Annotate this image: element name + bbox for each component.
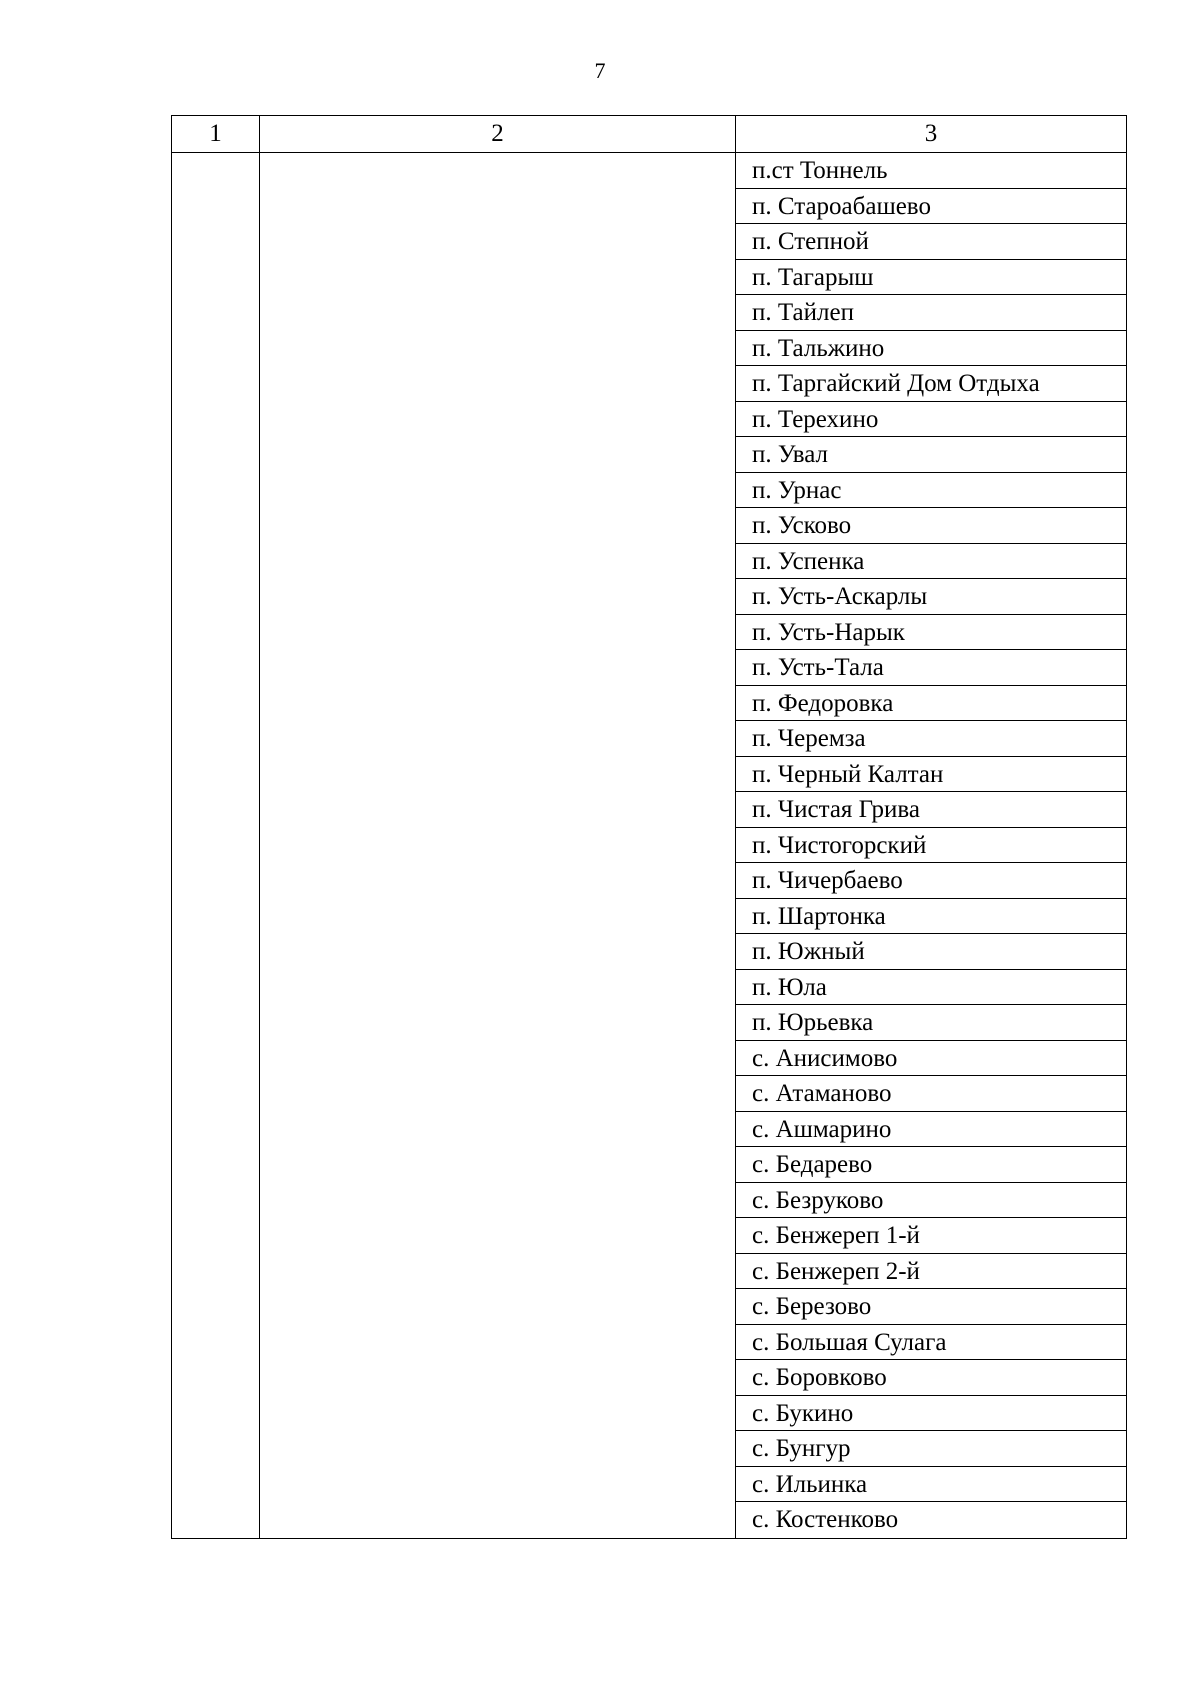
settlement-entry: п. Таргайский Дом Отдыха: [736, 366, 1126, 402]
settlement-entry: п. Успенка: [736, 544, 1126, 580]
settlement-entry: п. Юрьевка: [736, 1005, 1126, 1041]
settlement-entry: п. Южный: [736, 934, 1126, 970]
settlement-entry: п. Чистая Грива: [736, 792, 1126, 828]
settlement-entry: п. Федоровка: [736, 686, 1126, 722]
settlement-list: [736, 153, 1126, 1538]
settlement-entry: с. Бедарево: [736, 1147, 1126, 1183]
column-header-2: 2: [260, 116, 736, 153]
page-number: 7: [594, 58, 606, 83]
settlement-entry: п. Черный Калтан: [736, 757, 1126, 793]
column-header-3: 3: [736, 116, 1127, 153]
settlement-entry: п. Староабашево: [736, 189, 1126, 225]
settlement-entry: с. Ашмарино: [736, 1112, 1126, 1148]
settlement-entry: с. Безруково: [736, 1183, 1126, 1219]
column-header-1: 1: [172, 116, 260, 153]
settlement-entry: п. Чичербаево: [736, 863, 1126, 899]
settlement-entry: п. Усть-Аскарлы: [736, 579, 1126, 615]
settlement-entry: п. Юла: [736, 970, 1126, 1006]
settlement-entry: п. Усково: [736, 508, 1126, 544]
settlement-entry: п. Усть-Тала: [736, 650, 1126, 686]
settlement-list-cell: [736, 153, 1127, 1539]
settlement-entry: п. Увал: [736, 437, 1126, 473]
settlement-entry: с. Букино: [736, 1396, 1126, 1432]
settlement-entry: п.ст Тоннель: [736, 153, 1126, 189]
settlement-entry: п. Степной: [736, 224, 1126, 260]
settlement-entry: с. Ильинка: [736, 1467, 1126, 1503]
settlement-entry: с. Атаманово: [736, 1076, 1126, 1112]
settlement-entry: п. Чистогорский: [736, 828, 1126, 864]
settlements-table: [171, 115, 1127, 1539]
table-header-row: [172, 116, 1127, 153]
settlement-entry: с. Большая Сулага: [736, 1325, 1126, 1361]
settlement-entry: п. Урнас: [736, 473, 1126, 509]
settlement-entry: с. Березово: [736, 1289, 1126, 1325]
settlement-entry: п. Тайлеп: [736, 295, 1126, 331]
column-1-cell: [172, 153, 260, 1539]
settlement-entry: с. Боровково: [736, 1360, 1126, 1396]
settlement-entry: п. Тальжино: [736, 331, 1126, 367]
settlement-entry: с. Бенжереп 1-й: [736, 1218, 1126, 1254]
column-2-cell: [260, 153, 736, 1539]
settlement-entry: с. Костенково: [752, 1506, 899, 1533]
settlement-entry: с. Бенжереп 2-й: [736, 1254, 1126, 1290]
settlement-entry: п. Тагарыш: [736, 260, 1126, 296]
settlement-entry: с. Бунгур: [736, 1431, 1126, 1467]
table-row: [172, 153, 1127, 1539]
settlement-entry: с. Анисимово: [736, 1041, 1126, 1077]
settlement-entry: п. Шартонка: [736, 899, 1126, 935]
settlement-entry: п. Черемза: [736, 721, 1126, 757]
settlement-entry: п. Усть-Нарык: [736, 615, 1126, 651]
settlement-entry: п. Терехино: [736, 402, 1126, 438]
